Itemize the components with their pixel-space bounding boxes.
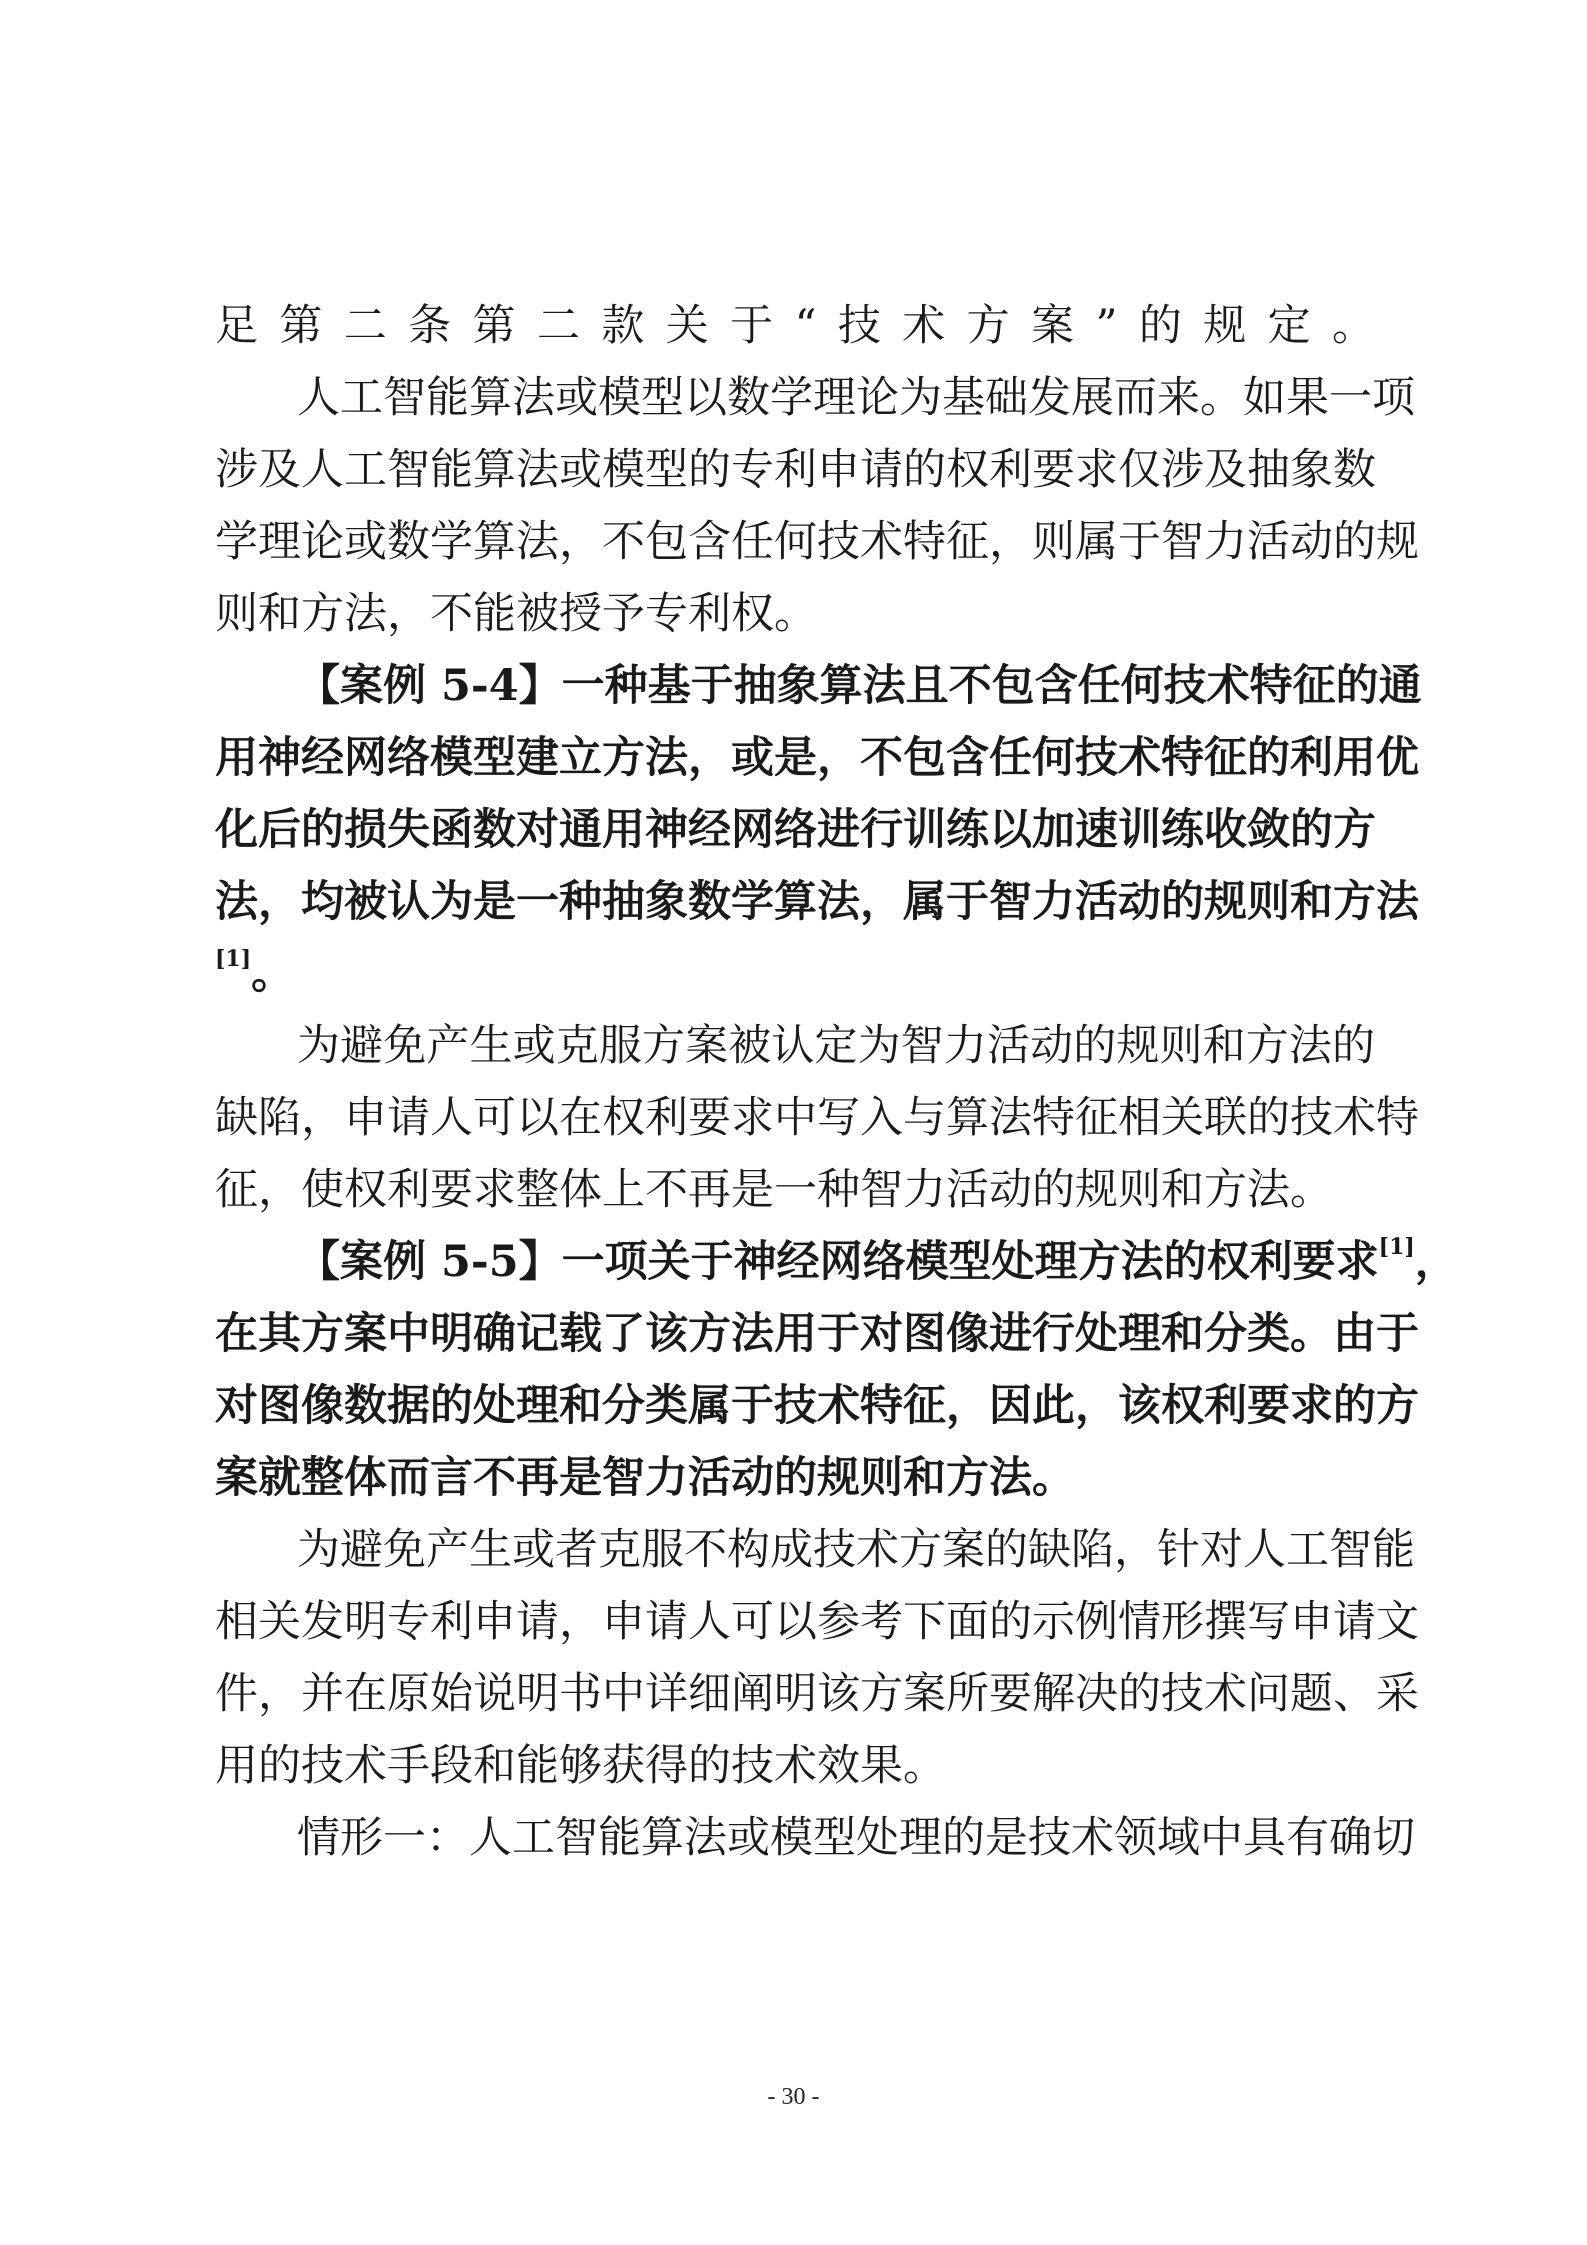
paragraph-first-line: [297, 1514, 1415, 1586]
footnote-reference: [1]: [1378, 1234, 1415, 1260]
case-5-5-first-line: [297, 1226, 1458, 1298]
text-line-content: 用神经网络模型建立方法，或是，不包含任何技术特征的利用优: [215, 733, 1419, 783]
text-line-content: 则和方法，不能被授予专利权。: [215, 589, 817, 639]
text-line-content: 情形一：人工智能算法或模型处理的是技术领域中具有确切: [297, 1813, 1415, 1863]
text-line: [215, 866, 1419, 938]
text-line-content: 人工智能算法或模型以数学理论为基础发展而来。如果一项: [297, 373, 1415, 423]
text-line: [215, 506, 1419, 578]
text-line: [215, 1442, 1375, 1514]
text-line-content: 案就整体而言不再是智力活动的规则和方法。: [215, 1453, 1075, 1503]
text-line-content: 在其方案中明确记载了该方法用于对图像进行处理和分类。由于: [215, 1309, 1419, 1359]
text-line: [215, 938, 1375, 1010]
paragraph-first-line: [297, 362, 1415, 434]
paragraph-first-line: [297, 1010, 1375, 1082]
scenario-heading: [297, 1802, 1415, 1874]
text-line: [215, 1082, 1419, 1154]
case-5-4-first-line: [297, 650, 1422, 722]
text-line-content: 足第二条第二款关于“技术方案”的规定。: [215, 301, 1375, 351]
text-line-content: 件，并在原始说明书中详细阐明该方案所要解决的技术问题、采: [215, 1669, 1419, 1719]
footnote-reference: [1]: [215, 946, 252, 972]
text-line: [215, 1658, 1419, 1730]
text-line: [215, 290, 1375, 362]
text-line-content: 对图像数据的处理和分类属于技术特征，因此，该权利要求的方: [215, 1381, 1419, 1431]
text-line-content: 为避免产生或者克服不构成技术方案的缺陷，针对人工智能: [297, 1525, 1415, 1575]
text-line: [215, 722, 1419, 794]
text-line: [215, 1730, 1375, 1802]
text-line: [215, 1586, 1419, 1658]
text-line-content: 【案例 5-5】一项关于神经网络模型处理方法的权利要求: [297, 1237, 1379, 1287]
text-line: [215, 578, 1375, 650]
text-line-content: 缺陷，申请人可以在权利要求中写入与算法特征相关联的技术特: [215, 1093, 1419, 1143]
text-line-content: 法，均被认为是一种抽象数学算法，属于智力活动的规则和方法: [215, 877, 1419, 927]
text-line: [215, 1154, 1375, 1226]
text-line-content: 相关发明专利申请，申请人可以参考下面的示例情形撰写申请文: [215, 1597, 1419, 1647]
text-line: [215, 1370, 1419, 1442]
text-line-content: 涉及人工智能算法或模型的专利申请的权利要求仅涉及抽象数: [215, 445, 1376, 495]
text-line-content: 征，使权利要求整体上不再是一种智力活动的规则和方法。: [215, 1165, 1333, 1215]
text-line-content: 化后的损失函数对通用神经网络进行训练以加速训练收敛的方: [215, 805, 1376, 855]
text-line-content: 用的技术手段和能够获得的技术效果。: [215, 1741, 946, 1791]
text-line-content: 学理论或数学算法，不包含任何技术特征，则属于智力活动的规: [215, 517, 1419, 567]
text-line-content: 为避免产生或克服方案被认定为智力活动的规则和方法的: [297, 1021, 1375, 1071]
page-number: - 30 -: [767, 2084, 820, 2110]
text-line: [215, 434, 1375, 506]
text-line: [215, 794, 1375, 866]
text-line-content: ，: [1414, 1237, 1458, 1287]
text-line: [215, 1298, 1419, 1370]
text-line-content: 【案例 5-4】一种基于抽象算法且不包含任何技术特征的通: [297, 661, 1422, 711]
text-line-content: 。: [251, 949, 295, 999]
